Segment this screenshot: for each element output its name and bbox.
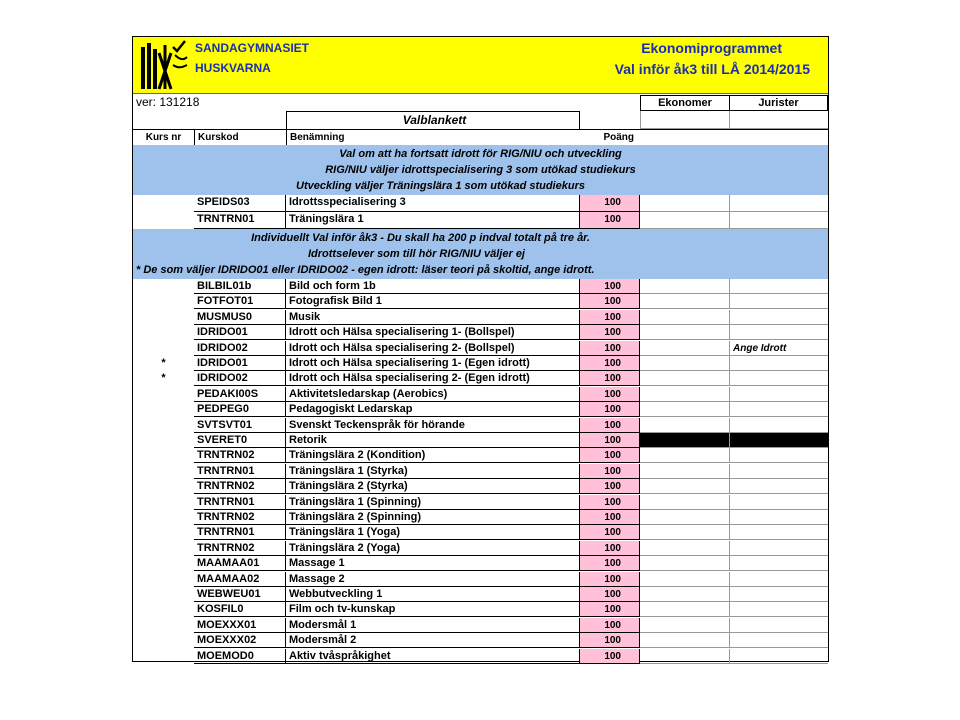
valblankett-sheet (132, 36, 829, 662)
individ-info-line: Idrottselever som till hör RIG/NIU väljer ej (307, 248, 525, 260)
course-row (133, 633, 828, 648)
course-nr (133, 464, 194, 479)
ekonomer-choice-cell[interactable] (640, 418, 730, 433)
jurister-choice-cell[interactable]: Ange Idrott (730, 341, 828, 356)
course-row (133, 649, 828, 664)
ekonomer-choice-cell[interactable] (640, 310, 730, 325)
course-name: Träningslära 1 (286, 212, 580, 229)
ekonomer-choice-cell[interactable] (640, 402, 730, 417)
version-label: ver: 131218 (136, 95, 200, 109)
course-row (133, 448, 828, 463)
jurister-choice-cell[interactable] (730, 649, 828, 664)
course-nr (133, 479, 194, 494)
course-name: Idrott och Hälsa specialisering 2- (Egen idrott) (286, 371, 580, 386)
course-row (133, 479, 828, 494)
course-points: 100 (580, 525, 640, 540)
course-nr (133, 525, 194, 540)
col-kursnr: Kurs nr (145, 132, 182, 143)
course-nr (133, 602, 194, 617)
course-points: 100 (580, 279, 640, 294)
course-name: Idrott och Hälsa specialisering 2- (Bollspel) (286, 341, 580, 356)
course-nr (133, 195, 194, 212)
course-points: 100 (580, 510, 640, 525)
jurister-choice-cell[interactable] (730, 479, 828, 494)
jurister-choice-cell[interactable] (730, 495, 828, 510)
course-name: Modersmål 2 (286, 633, 580, 648)
col-ekonomer: Ekonomer (640, 95, 730, 111)
course-row (133, 602, 828, 617)
course-name: Träningslära 1 (Yoga) (286, 525, 580, 540)
ekonomer-choice-cell[interactable] (640, 479, 730, 494)
course-code: TRNTRN02 (194, 510, 286, 525)
course-points: 100 (580, 618, 640, 633)
course-points: 100 (580, 541, 640, 556)
jurister-choice-cell[interactable] (730, 525, 828, 540)
course-points: 100 (580, 418, 640, 433)
course-code: TRNTRN02 (194, 541, 286, 556)
course-row (133, 587, 828, 602)
course-row (133, 572, 828, 587)
course-nr (133, 541, 194, 556)
course-name: Pedagogiskt Ledarskap (286, 402, 580, 417)
course-row (133, 212, 828, 229)
course-nr (133, 402, 194, 417)
course-code: TRNTRN01 (194, 464, 286, 479)
course-code: BILBIL01b (194, 279, 286, 294)
course-points: 100 (580, 602, 640, 617)
course-nr (133, 279, 194, 294)
ekonomer-choice-cell[interactable] (640, 212, 730, 229)
course-points: 100 (580, 212, 640, 229)
course-name: Webbutveckling 1 (286, 587, 580, 602)
course-row (133, 556, 828, 571)
course-code: IDRIDO02 (194, 341, 286, 356)
ekonomer-choice-cell[interactable] (640, 387, 730, 402)
course-name: Fotografisk Bild 1 (286, 294, 580, 309)
ekonomer-choice-cell[interactable] (640, 433, 730, 448)
course-nr (133, 618, 194, 633)
header-banner (133, 37, 828, 94)
course-points: 100 (580, 495, 640, 510)
course-points: 100 (580, 387, 640, 402)
ekonomer-choice-cell[interactable] (640, 618, 730, 633)
course-code: MAAMAA02 (194, 572, 286, 587)
jurister-choice-cell[interactable] (730, 602, 828, 617)
school-logo-icon (139, 39, 189, 91)
course-row (133, 464, 828, 479)
course-code: FOTFOT01 (194, 294, 286, 309)
jurister-choice-cell[interactable] (730, 371, 828, 386)
course-row (133, 371, 828, 386)
course-name: Idrottsspecialisering 3 (286, 195, 580, 212)
course-nr (133, 572, 194, 587)
ekonomer-choice-cell[interactable] (640, 556, 730, 571)
idrott-info-line: RIG/NIU väljer idrottspecialisering 3 som utökad studiekurs (325, 164, 636, 176)
course-code: IDRIDO01 (194, 356, 286, 371)
course-name: Träningslära 1 (Styrka) (286, 464, 580, 479)
course-name: Svenskt Teckenspråk för hörande (286, 418, 580, 433)
course-code: KOSFIL0 (194, 602, 286, 617)
course-name: Träningslära 2 (Styrka) (286, 479, 580, 494)
course-points: 100 (580, 402, 640, 417)
course-name: Retorik (286, 433, 580, 448)
course-code: MOEXXX01 (194, 618, 286, 633)
ekonomer-choice-cell[interactable] (640, 572, 730, 587)
course-points: 100 (580, 371, 640, 386)
jurister-choice-cell[interactable] (730, 510, 828, 525)
course-nr (133, 341, 194, 356)
course-name: Idrott och Hälsa specialisering 1- (Bollspel) (286, 325, 580, 340)
course-code: TRNTRN01 (194, 495, 286, 510)
course-name: Musik (286, 310, 580, 325)
course-code: SVTSVT01 (194, 418, 286, 433)
ekonomer-cell[interactable] (640, 111, 730, 129)
col-kurskod: Kurskod (194, 130, 286, 146)
course-code: IDRIDO02 (194, 371, 286, 386)
course-code: TRNTRN01 (194, 525, 286, 540)
course-code: PEDPEG0 (194, 402, 286, 417)
course-nr (133, 418, 194, 433)
title-row (133, 111, 828, 129)
jurister-choice-cell[interactable] (730, 325, 828, 340)
course-nr (133, 387, 194, 402)
course-nr (133, 510, 194, 525)
course-points: 100 (580, 294, 640, 309)
course-row (133, 279, 828, 294)
course-points: 100 (580, 479, 640, 494)
course-name: Modersmål 1 (286, 618, 580, 633)
program-name: Ekonomiprogrammet (641, 40, 782, 56)
ekonomer-choice-cell[interactable] (640, 195, 730, 212)
course-code: TRNTRN01 (194, 212, 286, 229)
course-nr (133, 433, 194, 448)
course-points: 100 (580, 556, 640, 571)
jurister-choice-cell[interactable] (730, 433, 828, 448)
col-jurister: Jurister (730, 95, 828, 111)
ekonomer-choice-cell[interactable] (640, 541, 730, 556)
idrott-info-line: Utveckling väljer Träningslära 1 som utökad studiekurs (296, 180, 585, 192)
course-points: 100 (580, 448, 640, 463)
course-code: IDRIDO01 (194, 325, 286, 340)
course-row (133, 341, 828, 356)
course-code: WEBWEU01 (194, 587, 286, 602)
course-row (133, 418, 828, 433)
course-row (133, 618, 828, 633)
course-code: PEDAKI00S (194, 387, 286, 402)
version-row (133, 95, 828, 111)
idrott-info-line: Val om att ha fortsatt idrott för RIG/NIU och utveckling (339, 148, 622, 160)
course-nr (133, 325, 194, 340)
ekonomer-choice-cell[interactable] (640, 649, 730, 664)
school-name: SANDAGYMNASIET (195, 41, 310, 55)
ekonomer-choice-cell[interactable] (640, 587, 730, 602)
ekonomer-choice-cell[interactable] (640, 341, 730, 356)
course-nr (133, 495, 194, 510)
course-row (133, 356, 828, 371)
course-nr (133, 649, 194, 664)
course-points: 100 (580, 325, 640, 340)
jurister-choice-cell[interactable] (730, 448, 828, 463)
course-name: Massage 1 (286, 556, 580, 571)
jurister-choice-cell[interactable] (730, 356, 828, 371)
ekonomer-choice-cell[interactable] (640, 525, 730, 540)
course-code: MOEMOD0 (194, 649, 286, 664)
jurister-choice-cell[interactable] (730, 464, 828, 479)
jurister-choice-cell[interactable] (730, 402, 828, 417)
jurister-choice-cell[interactable] (730, 212, 828, 229)
ekonomer-choice-cell[interactable] (640, 464, 730, 479)
jurister-choice-cell[interactable] (730, 618, 828, 633)
course-row (133, 402, 828, 417)
ekonomer-choice-cell[interactable] (640, 448, 730, 463)
jurister-choice-cell[interactable] (730, 279, 828, 294)
course-name: Aktiv tvåspråkighet (286, 649, 580, 664)
choice-title: Val inför åk3 till LÅ 2014/2015 (614, 61, 810, 77)
idrott-info-box (133, 145, 828, 195)
course-row (133, 310, 828, 325)
jurister-cell[interactable] (730, 111, 828, 129)
jurister-choice-cell[interactable] (730, 195, 828, 212)
jurister-choice-cell[interactable] (730, 294, 828, 309)
jurister-choice-cell[interactable] (730, 418, 828, 433)
jurister-choice-cell[interactable] (730, 587, 828, 602)
course-points: 100 (580, 572, 640, 587)
course-points: 100 (580, 195, 640, 212)
course-name: Bild och form 1b (286, 279, 580, 294)
col-benamning: Benämning (286, 130, 580, 146)
course-row (133, 387, 828, 402)
individ-info-line: Individuellt Val inför åk3 - Du skall ha 200 p indval totalt på tre år. (251, 232, 590, 244)
individ-info-line: * De som väljer IDRIDO01 eller IDRIDO02 - egen idrott: läser teori på skoltid, ange idrott. (136, 264, 595, 276)
ekonomer-choice-cell[interactable] (640, 356, 730, 371)
ekonomer-choice-cell[interactable] (640, 279, 730, 294)
course-points: 100 (580, 356, 640, 371)
jurister-choice-cell[interactable] (730, 556, 828, 571)
course-name: Aktivitetsledarskap (Aerobics) (286, 387, 580, 402)
course-nr (133, 310, 194, 325)
course-name: Träningslära 2 (Spinning) (286, 510, 580, 525)
ekonomer-choice-cell[interactable] (640, 294, 730, 309)
course-nr (133, 633, 194, 648)
course-points: 100 (580, 310, 640, 325)
course-nr: * (161, 357, 166, 369)
course-row (133, 325, 828, 340)
course-points: 100 (580, 633, 640, 648)
ekonomer-choice-cell[interactable] (640, 495, 730, 510)
course-row (133, 195, 828, 212)
ekonomer-choice-cell[interactable] (640, 510, 730, 525)
course-name: Massage 2 (286, 572, 580, 587)
jurister-choice-cell[interactable] (730, 633, 828, 648)
course-points: 100 (580, 433, 640, 448)
school-city: HUSKVARNA (195, 61, 271, 75)
ekonomer-choice-cell[interactable] (640, 633, 730, 648)
course-nr (133, 294, 194, 309)
course-points: 100 (580, 587, 640, 602)
ekonomer-choice-cell[interactable] (640, 602, 730, 617)
course-name: Träningslära 2 (Kondition) (286, 448, 580, 463)
course-code: SVERET0 (194, 433, 286, 448)
course-nr (133, 212, 194, 229)
jurister-choice-cell[interactable] (730, 387, 828, 402)
course-name: Idrott och Hälsa specialisering 1- (Egen idrott) (286, 356, 580, 371)
form-title: Valblankett (286, 111, 580, 129)
course-code: TRNTRN02 (194, 448, 286, 463)
course-code: MUSMUS0 (194, 310, 286, 325)
course-points: 100 (580, 464, 640, 479)
course-points: 100 (580, 649, 640, 664)
course-code: MOEXXX02 (194, 633, 286, 648)
course-code: TRNTRN02 (194, 479, 286, 494)
course-nr: * (161, 372, 166, 384)
course-code: MAAMAA01 (194, 556, 286, 571)
course-row (133, 541, 828, 556)
jurister-choice-cell[interactable] (730, 310, 828, 325)
course-name: Film och tv-kunskap (286, 602, 580, 617)
course-points: 100 (580, 341, 640, 356)
course-row (133, 525, 828, 540)
course-row (133, 294, 828, 309)
ekonomer-choice-cell[interactable] (640, 371, 730, 386)
course-row (133, 433, 828, 448)
col-poang: Poäng (603, 132, 634, 143)
course-code: SPEIDS03 (194, 195, 286, 212)
jurister-choice-cell[interactable] (730, 572, 828, 587)
course-name: Träningslära 1 (Spinning) (286, 495, 580, 510)
course-row (133, 495, 828, 510)
course-name: Träningslära 2 (Yoga) (286, 541, 580, 556)
course-nr (133, 556, 194, 571)
course-nr (133, 448, 194, 463)
course-nr (133, 587, 194, 602)
individ-info-box (133, 229, 828, 279)
ekonomer-choice-cell[interactable] (640, 325, 730, 340)
course-row (133, 510, 828, 525)
jurister-choice-cell[interactable] (730, 541, 828, 556)
